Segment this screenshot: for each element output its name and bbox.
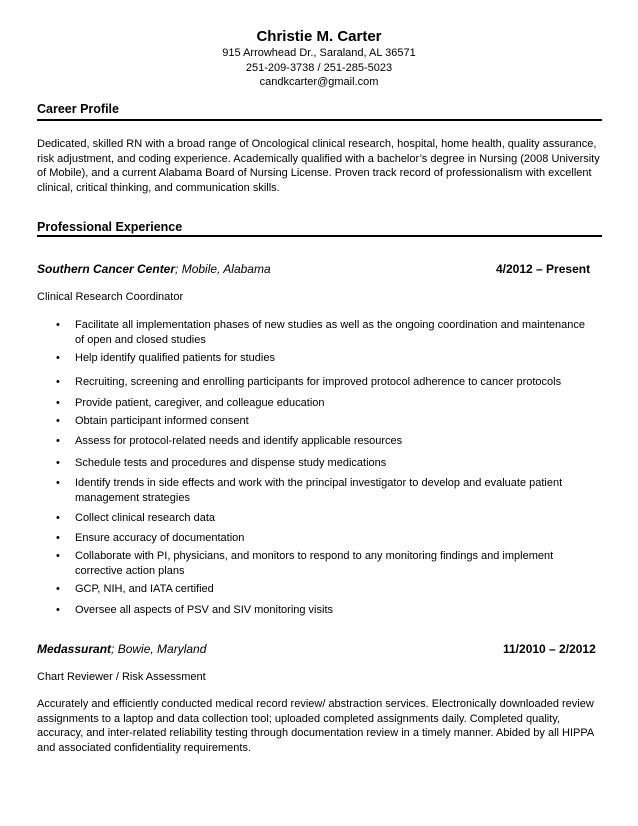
list-item-text: Schedule tests and procedures and dispense study medications bbox=[75, 457, 387, 469]
bullet-icon: • bbox=[56, 352, 60, 364]
list-item-text: GCP, NIH, and IATA certified bbox=[75, 583, 214, 595]
career-profile-title: Career Profile bbox=[37, 102, 119, 116]
phone: 251-209-3738 / 251-285-5023 bbox=[245, 62, 393, 74]
list-item-text: Oversee all aspects of PSV and SIV monitoring visits bbox=[75, 604, 334, 616]
bullet-icon: • bbox=[56, 512, 60, 524]
bullet-icon: • bbox=[56, 319, 60, 331]
address: 915 Arrowhead Dr., Saraland, AL 36571 bbox=[222, 47, 416, 59]
bullet-icon: • bbox=[56, 604, 60, 616]
bullet-icon: • bbox=[56, 477, 60, 489]
job-dates: 4/2012 – Present bbox=[496, 262, 591, 276]
list-item-text: Recruiting, screening and enrolling participants for improved protocol adherence to cancer protocols bbox=[75, 376, 562, 388]
list-item-text: Ensure accuracy of documentation bbox=[75, 532, 245, 544]
bullet-icon: • bbox=[56, 415, 60, 427]
bullet-icon: • bbox=[56, 583, 60, 595]
bullet-icon: • bbox=[56, 550, 60, 562]
bullet-icon: • bbox=[56, 457, 60, 469]
list-item-text: Collaborate with PI, physicians, and monitors to respond to any monitoring findings and implement corrective action plans bbox=[75, 550, 554, 577]
list-item-text: Obtain participant informed consent bbox=[75, 415, 249, 427]
job-org: Medassurant bbox=[37, 642, 112, 656]
job-role: Chart Reviewer / Risk Assessment bbox=[37, 671, 206, 683]
job-location: ; Bowie, Maryland bbox=[111, 642, 207, 656]
job-dates: 11/2010 – 2/2012 bbox=[503, 642, 596, 656]
career-profile-rule bbox=[37, 119, 602, 121]
list-item-text: Facilitate all implementation phases of new studies as well as the ongoing coordination and maintenance of open and closed studies bbox=[75, 319, 585, 346]
bullet-icon: • bbox=[56, 397, 60, 409]
list-item-text: Help identify qualified patients for studies bbox=[75, 352, 275, 364]
bullet-icon: • bbox=[56, 435, 60, 447]
email: candkcarter@gmail.com bbox=[259, 76, 379, 88]
bullet-icon: • bbox=[56, 532, 60, 544]
job-location: ; Mobile, Alabama bbox=[175, 262, 271, 276]
list-item-text: Provide patient, caregiver, and colleague education bbox=[75, 397, 325, 409]
job-role: Clinical Research Coordinator bbox=[37, 291, 184, 303]
list-item-text: Identify trends in side effects and work with the principal investigator to develop and evaluate patient management strategies bbox=[75, 477, 563, 504]
bullet-icon: • bbox=[56, 376, 60, 388]
job-description: Accurately and efficiently conducted medical record review/ abstraction services. Electronically downloaded review assignments to a laptop and data collection tool; uploaded completed assignments daily. Completed quality, accuracy, and inter-related reliability testing through documentation review in a timely manner. Abided by all HIPPA and associated confidentiality requirements. bbox=[37, 698, 594, 754]
experience-rule bbox=[37, 235, 602, 237]
list-item-text: Collect clinical research data bbox=[75, 512, 216, 524]
candidate-name: Christie M. Carter bbox=[256, 28, 382, 45]
list-item-text: Assess for protocol-related needs and identify applicable resources bbox=[75, 435, 403, 447]
career-profile-text: Dedicated, skilled RN with a broad range of Oncological clinical research, hospital, home health, quality assurance, risk adjustment, and coding experience. Academically qualified with a bachelor’s degree in Nursing (2008 University of Mobile), and a current Alabama Board of Nursing License. Proven track record of professionalism with excellent clinical, critical thinking, and communication skills. bbox=[37, 138, 600, 194]
experience-title: Professional Experience bbox=[37, 220, 183, 234]
job-org: Southern Cancer Center bbox=[37, 262, 176, 276]
